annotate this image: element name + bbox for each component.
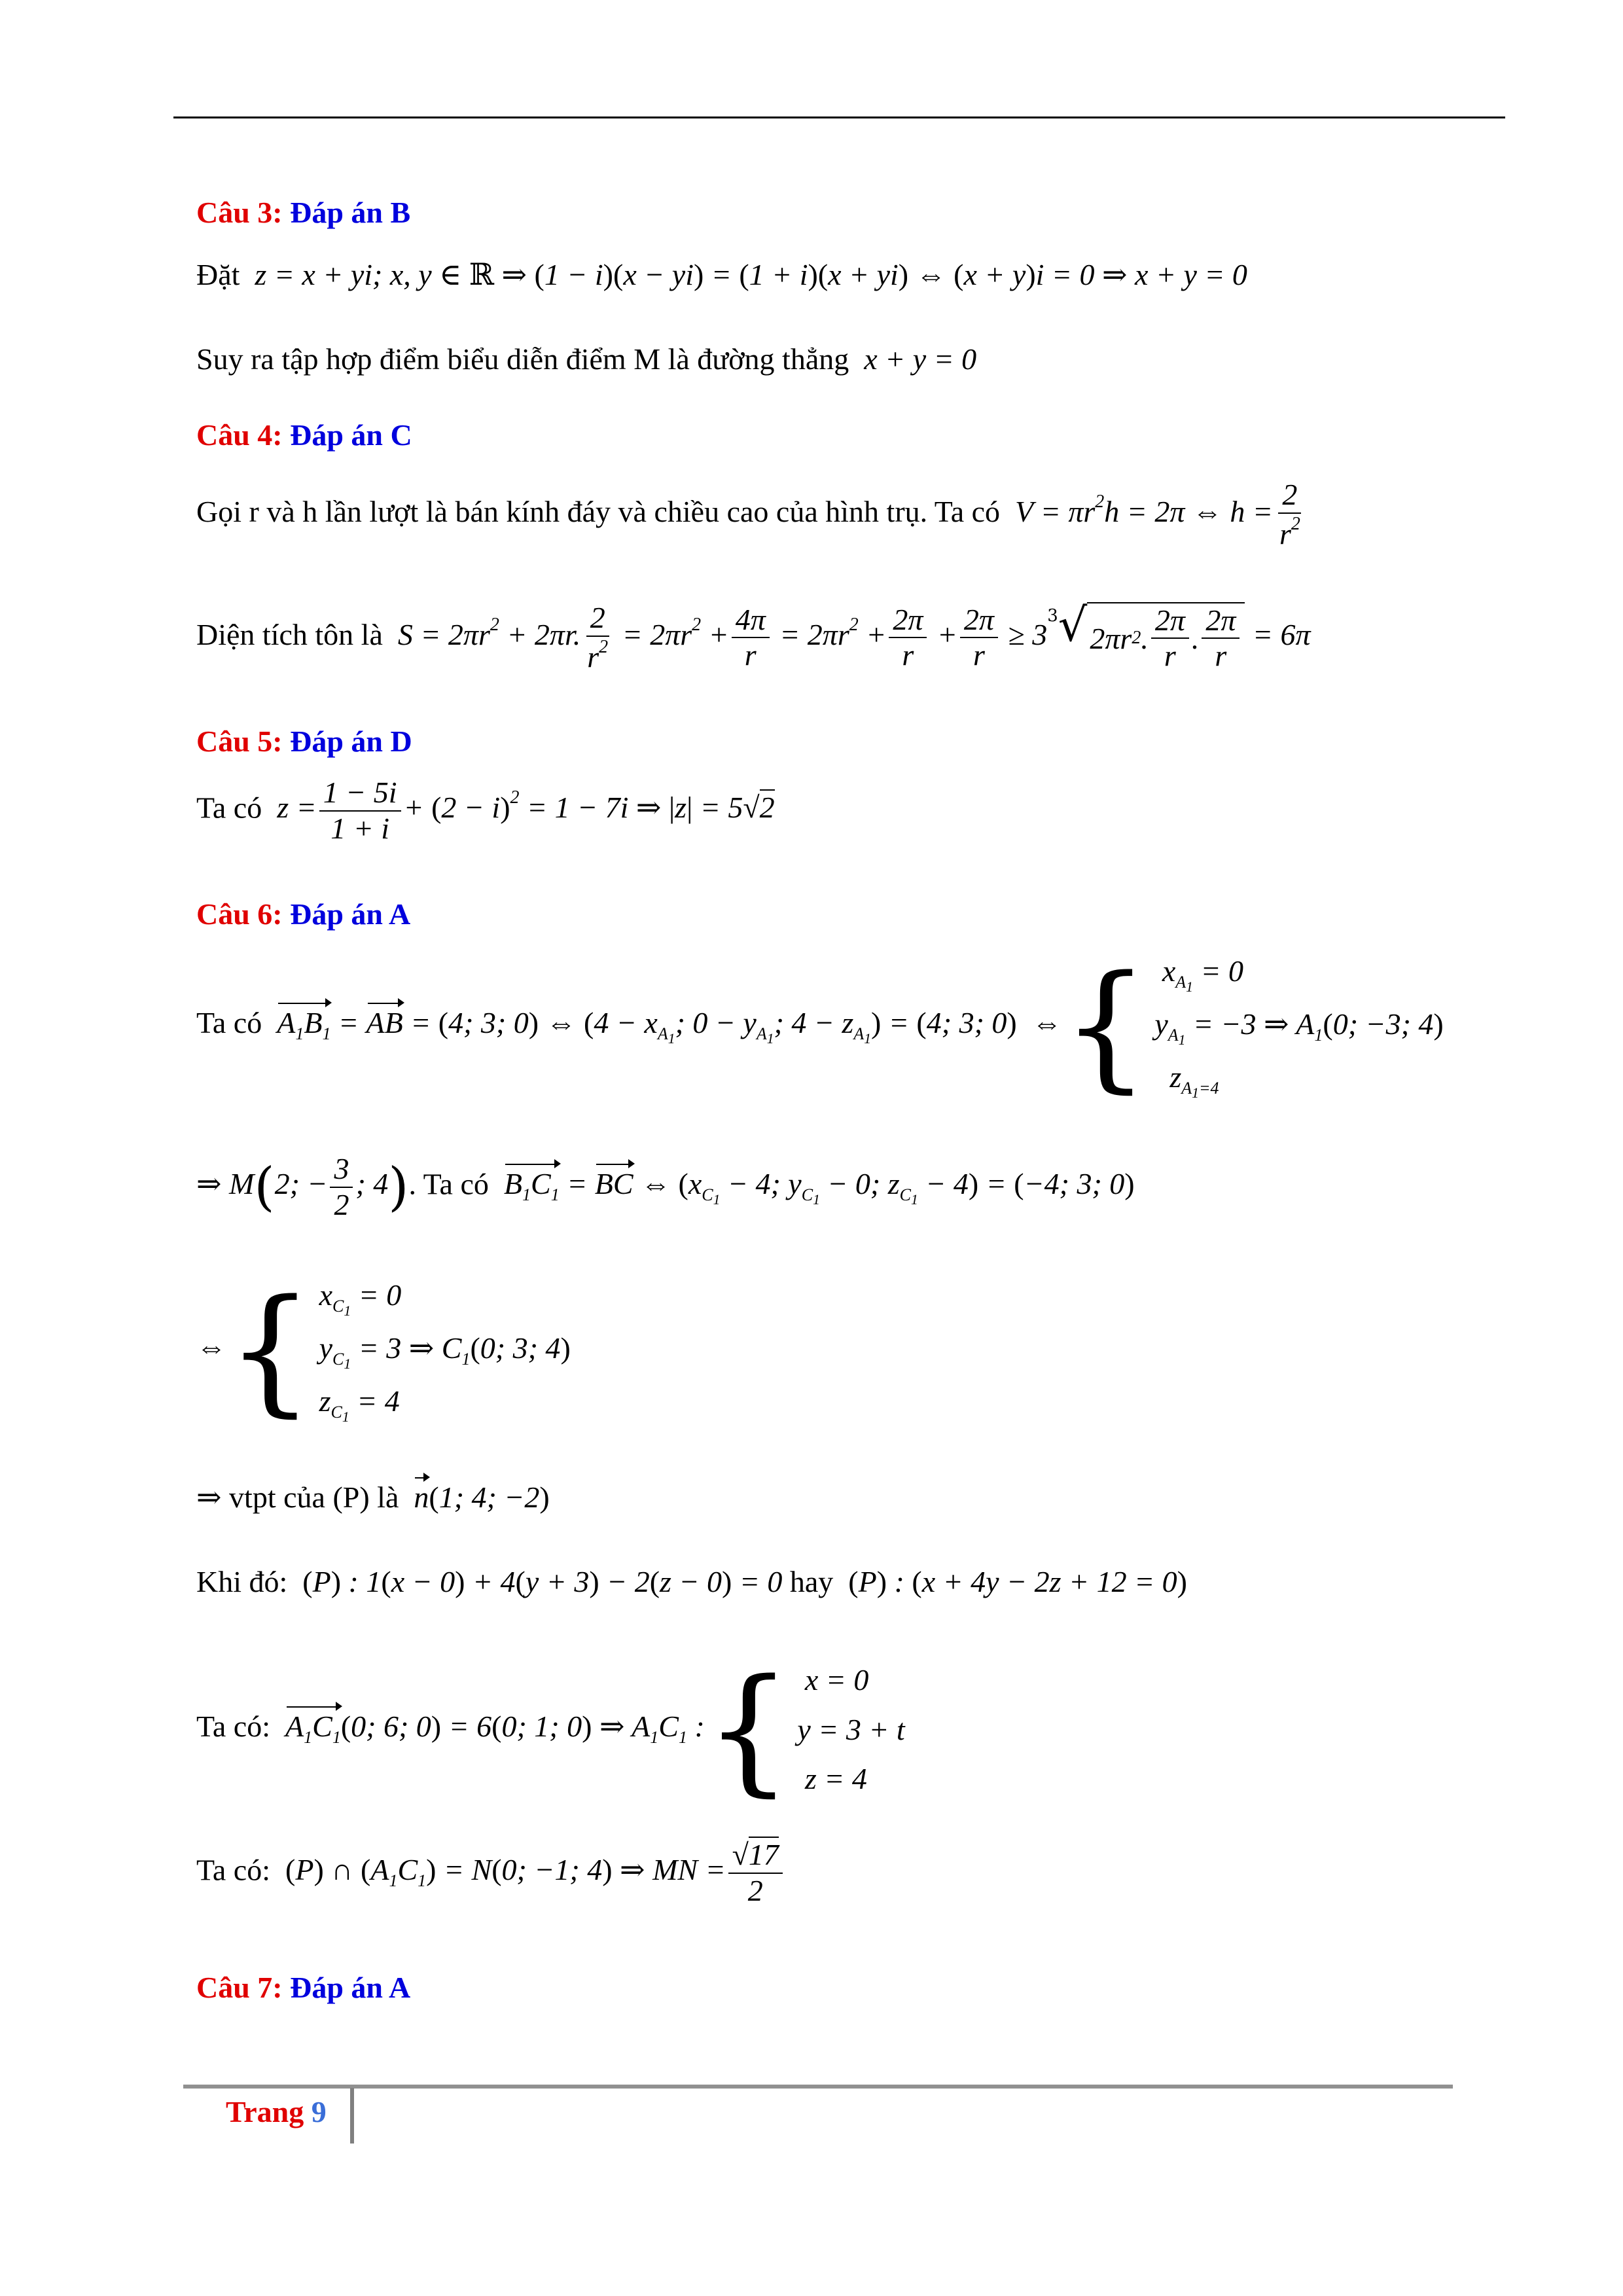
q4-volume-equation: $V = \pi r^2h = 2\pi$ ⇔ h = $\frac{2}{r^2}$ [1007, 478, 1300, 550]
q6-ta-co-text: Ta có: [196, 1710, 271, 1744]
footer-rule [183, 2085, 1453, 2089]
q6-line-7 [196, 1838, 785, 1909]
q6-hay-text: hay [789, 1565, 834, 1598]
q6-plane-equation-1: (P) : 1(x − 0) + 4(y + 3) − 2(z − 0) = 0 [302, 1565, 790, 1598]
q6-line-4 [196, 1479, 550, 1515]
q6-plane-equation-2: (P) : (x + 4y − 2z + 12 = 0) [848, 1565, 1187, 1598]
q6-ta-co-text: Ta có: [196, 1853, 271, 1887]
q6-intro-text: Ta có [196, 1006, 262, 1040]
question-3-heading [196, 195, 410, 230]
q6-line-5 [196, 1564, 1187, 1599]
q4-intro-text: Gọi r và h lần lượt là bán kính đáy và chiều cao của hình trụ. Ta có [196, 494, 1001, 528]
question-5-heading [196, 724, 412, 759]
q4-area-equation: $S = 2\pi r^2 + 2\pi r$. $\frac{2}{r^2}$ = $2\pi r^2$ + $\frac{4\pi}{r}$ = $2\pi r^2$ + $\frac{2\pi}{r}$ + $\frac{2\pi}{r}$ ≥ 3 $^3$√ 2πr 2 . $\frac{2\pi}{r}$ . $\frac{2\pi}{r}$ = 6π [390, 598, 1311, 673]
question-7-heading [196, 1970, 410, 2005]
q5-line-1 [196, 776, 775, 846]
q6-bc-equation: $B_1C_1$ = BC ⇔ ($x_{C_1} - 4$; $y_{C_1} - 0$; $z_{C_1} - 4) = (-4$; 3; 0) [503, 1167, 1135, 1208]
q5-intro-text: Ta có [196, 791, 262, 825]
footer-divider [350, 2088, 354, 2144]
page-label: Trang [226, 2095, 304, 2128]
q6-arrow: ⇒ [196, 1480, 230, 1514]
question-4-heading [196, 418, 412, 452]
q6-intersection-equation: (P) ∩ $(A_1C_1) = N(0$; −1; 4) ⇒ MN = $\frac{√17}{2}$ [278, 1853, 785, 1886]
q3-line-2 [196, 342, 976, 376]
answer-label: Đáp án D [290, 725, 412, 758]
q3-set-text: Đặt [196, 258, 240, 291]
q6-line-1 [196, 946, 1444, 1106]
q6-ta-co-text: . Ta có [408, 1167, 489, 1201]
question-label: Câu 4: [196, 418, 283, 452]
answer-label: Đáp án C [290, 418, 412, 452]
q6-normal-vector: n(1; 4; −2) [414, 1480, 550, 1514]
q5-equation: z = $\frac{1 - 5i}{1 + i}$ + $(2 - i)^2 = 1 - 7i$ ⇒ |z| = 5√2 [269, 776, 775, 845]
q6-c1-system: ⇔ { $x_{C_1} = 0$ $y_{C_1} = 3$ ⇒ $C_1(0$; 3; 4) $z_{C_1} = 4$ [196, 1270, 571, 1430]
answer-label: Đáp án A [290, 897, 411, 931]
question-label: Câu 3: [196, 196, 283, 229]
q4-line-2 [196, 598, 1311, 675]
answer-label: Đáp án A [290, 1971, 411, 2004]
q4-area-text: Diện tích tôn là [196, 617, 383, 651]
q6-khi-do-text: Khi đó: [196, 1565, 288, 1598]
question-label: Câu 7: [196, 1971, 283, 2004]
q3-line-1 [196, 257, 1247, 292]
q6-vtpt-text: vtpt của (P) là [229, 1480, 399, 1514]
q6-line-6 [196, 1649, 905, 1810]
q6-line-2 [196, 1152, 1135, 1223]
header-rule [173, 117, 1505, 118]
q4-line-1 [196, 478, 1307, 552]
q6-a1-equation: $A_1B_1$ = AB = (4; 3; 0) ⇔ ($4 - x_{A_1}$; $0 - y_{A_1}$; $4 - z_{A_1}) = (4$; 3; 0) ⇔ { $x_{A_1} = 0$ $y_{A_1} = -3$ ⇒ $A_1(0$; −3; 4) $z_{A_1=4}$ [277, 946, 1444, 1106]
answer-label: Đáp án B [290, 196, 411, 229]
q3-conclusion-text: Suy ra tập hợp điểm biểu diễn điểm M là đường thẳng [196, 342, 849, 376]
page-number [226, 2094, 327, 2129]
q6-m-point: ⇒ M(2; − $\frac{3}{2}$ ; 4) [196, 1152, 409, 1221]
question-label: Câu 6: [196, 897, 283, 931]
question-6-heading [196, 897, 410, 931]
q3-line-equation: x + y = 0 [856, 342, 977, 376]
q6-line-3 [196, 1270, 571, 1430]
page-value: 9 [311, 2095, 327, 2128]
q3-equation: z = x + yi; x, y ∈ ℝ ⇒ (1 − i)(x − yi) = (1 + i)(x + yi) ⇔ (x + y)i = 0 ⇒ x + y = 0 [247, 258, 1247, 291]
q6-line-a1c1: $A_1C_1(0$; 6; 0) = 6(0; 1; 0) ⇒ $A_1C_1$ : { x = 0 y = 3 + t z = 4 [285, 1649, 905, 1810]
question-label: Câu 5: [196, 725, 283, 758]
